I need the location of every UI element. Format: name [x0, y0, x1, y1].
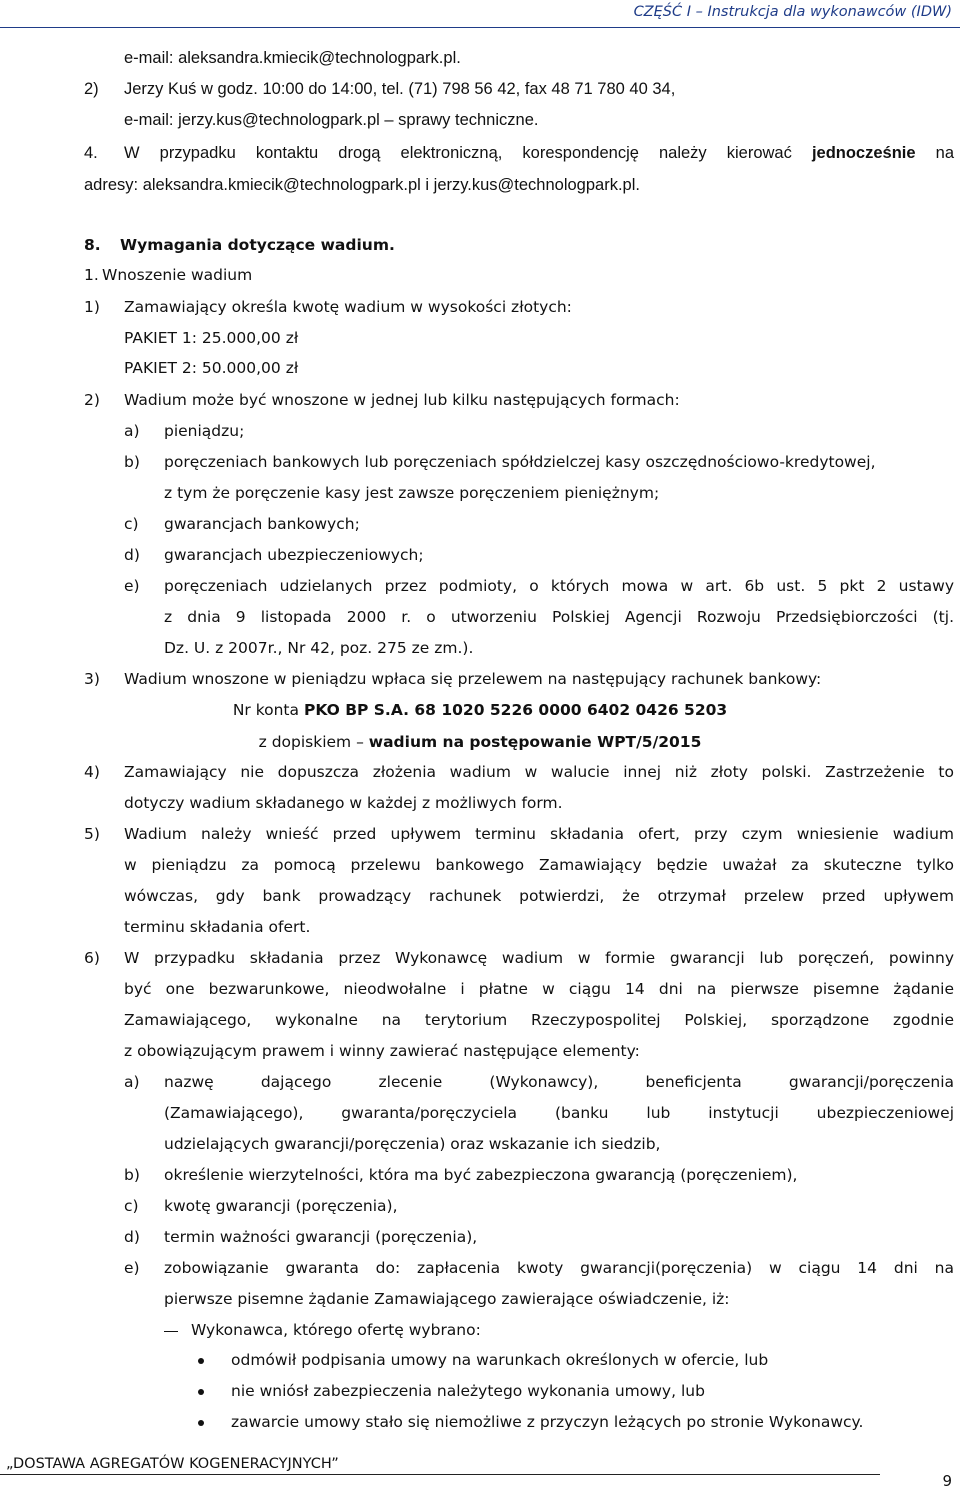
contact-instruction-line: W przypadku kontaktu drogą elektroniczną, korespondencję należy kierować jednocześnie na [124, 144, 954, 162]
element-letter: e) [124, 1259, 140, 1277]
point-number: 2) [84, 391, 100, 409]
point-number: 6) [84, 949, 100, 967]
form-letter: c) [124, 515, 139, 533]
subsection-title: Wnoszenie wadium [102, 266, 253, 284]
form-text: z dnia 9 listopada 2000 r. o utworzeniu Polskiej Agencji Rozwoju Przedsiębiorczości (tj. [164, 608, 954, 626]
point-text: Zamawiający określa kwotę wadium w wysokości złotych: [124, 298, 572, 316]
point-text: z obowiązującym prawem i winny zawierać następujące elementy: [124, 1042, 640, 1060]
footer-title: „DOSTAWA AGREGATÓW KOGENERACYJNYCH” [6, 1456, 339, 1472]
contact-email-1: e-mail: aleksandra.kmiecik@technologpark.pl. [124, 49, 461, 67]
section-title: Wymagania dotyczące wadium. [120, 236, 395, 254]
form-text: gwarancjach bankowych; [164, 515, 360, 533]
element-letter: d) [124, 1228, 140, 1246]
point-number: 1) [84, 298, 100, 316]
point-text: Wadium wnoszone w pieniądzu wpłaca się przelewem na następujący rachunek bankowy: [124, 670, 822, 688]
point-text: być one bezwarunkowe, nieodwołalne i płatne w ciągu 14 dni na pierwsze pisemne żądanie [124, 980, 954, 998]
bank-account: Nr konta PKO BP S.A. 68 1020 5226 0000 6402 0426 5203 [232, 701, 728, 719]
footer-divider [0, 1474, 880, 1475]
header-divider [0, 27, 960, 28]
bullet-item: odmówił podpisania umowy na warunkach określonych w ofercie, lub [231, 1351, 769, 1369]
contact-addresses: adresy: aleksandra.kmiecik@technologpark.pl i jerzy.kus@technologpark.pl. [84, 176, 640, 194]
dash-item-text: Wykonawca, którego ofertę wybrano: [191, 1321, 481, 1339]
bullet-icon [198, 1420, 204, 1426]
element-letter: c) [124, 1197, 139, 1215]
form-text: poręczeniach bankowych lub poręczeniach spółdzielczej kasy oszczędnościowo-kredytowej, [164, 453, 876, 471]
contact-item-number: 4. [84, 144, 98, 162]
form-text: Dz. U. z 2007r., Nr 42, poz. 275 ze zm.). [164, 639, 474, 657]
point-number: 4) [84, 763, 100, 781]
bullet-icon [198, 1389, 204, 1395]
bank-account-number: PKO BP S.A. 68 1020 5226 0000 6402 0426 5203 [303, 701, 728, 719]
pakiet-2-amount: PAKIET 2: 50.000,00 zł [124, 359, 299, 377]
transfer-note-text: wadium na postępowanie WPT/5/2015 [368, 733, 702, 751]
header-title: CZĘŚĆ I – Instrukcja dla wykonawców (IDW) [633, 4, 952, 20]
form-text: z tym że poręczenie kasy jest zawsze poręczeniem pieniężnym; [164, 484, 660, 502]
point-text: Zamawiający nie dopuszcza złożenia wadium w walucie innej niż złoty polski. Zastrzeżenie to [124, 763, 954, 781]
point-text: dotyczy wadium składanego w każdej z możliwych form. [124, 794, 563, 812]
transfer-note: z dopiskiem – wadium na postępowanie WPT/5/2015 [258, 733, 702, 751]
subsection-number: 1. [84, 266, 99, 284]
form-letter: a) [124, 422, 140, 440]
form-text: pieniądzu; [164, 422, 245, 440]
element-text: określenie wierzytelności, która ma być zabezpieczona gwarancją (poręczeniem), [164, 1166, 798, 1184]
form-letter: e) [124, 577, 140, 595]
point-text: terminu składania ofert. [124, 918, 311, 936]
point-text: Wadium może być wnoszone w jednej lub kilku następujących formach: [124, 391, 680, 409]
element-text: (Zamawiającego), gwaranta/poręczyciela (banku lub instytucji ubezpieczeniowej [164, 1104, 954, 1122]
bullet-item: nie wniósł zabezpieczenia należytego wykonania umowy, lub [231, 1382, 705, 1400]
point-text: Wadium należy wnieść przed upływem terminu składania ofert, przy czym wniesienie wadium [124, 825, 954, 843]
element-letter: a) [124, 1073, 140, 1091]
contact-item-text: Jerzy Kuś w godz. 10:00 do 14:00, tel. (71) 798 56 42, fax 48 71 780 40 34, [124, 80, 676, 98]
point-text: Zamawiającego, wykonalne na terytorium Rzeczypospolitej Polskiej, sporządzone zgodnie [124, 1011, 954, 1029]
form-letter: d) [124, 546, 140, 564]
contact-email-2: e-mail: jerzy.kus@technologpark.pl – sprawy techniczne. [124, 111, 539, 129]
point-text: w pieniądzu za pomocą przelewu bankowego Zamawiający będzie uważał za skuteczne tylko [124, 856, 954, 874]
section-number: 8. [84, 236, 101, 254]
bullet-icon [198, 1358, 204, 1364]
element-text: nazwę dającego zlecenie (Wykonawcy), beneficjenta gwarancji/poręczenia [164, 1073, 954, 1091]
point-number: 3) [84, 670, 100, 688]
element-text: termin ważności gwarancji (poręczenia), [164, 1228, 478, 1246]
point-text: wówczas, gdy bank prowadzący rachunek potwierdzi, że otrzymał przelew przed upływem [124, 887, 954, 905]
contact-item-number: 2) [84, 80, 99, 98]
point-number: 5) [84, 825, 100, 843]
form-text: gwarancjach ubezpieczeniowych; [164, 546, 424, 564]
form-letter: b) [124, 453, 140, 471]
point-text: W przypadku składania przez Wykonawcę wadium w formie gwarancji lub poręczeń, powinny [124, 949, 954, 967]
element-letter: b) [124, 1166, 140, 1184]
element-text: zobowiązanie gwaranta do: zapłacenia kwoty gwarancji(poręczenia) w ciągu 14 dni na [164, 1259, 954, 1277]
element-text: pierwsze pisemne żądanie Zamawiającego zawierające oświadczenie, iż: [164, 1290, 730, 1308]
form-text: poręczeniach udzielanych przez podmioty, o których mowa w art. 6b ust. 5 pkt 2 ustawy [164, 577, 954, 595]
page-number: 9 [942, 1472, 952, 1490]
bullet-item: zawarcie umowy stało się niemożliwe z przyczyn leżących po stronie Wykonawcy. [231, 1413, 864, 1431]
element-text: udzielających gwarancji/poręczenia) oraz wskazanie ich siedzib, [164, 1135, 661, 1153]
element-text: kwotę gwarancji (poręczenia), [164, 1197, 398, 1215]
dash-bullet-icon [164, 1331, 178, 1332]
pakiet-1-amount: PAKIET 1: 25.000,00 zł [124, 329, 299, 347]
bold-emphasis: jednocześnie [811, 144, 916, 162]
